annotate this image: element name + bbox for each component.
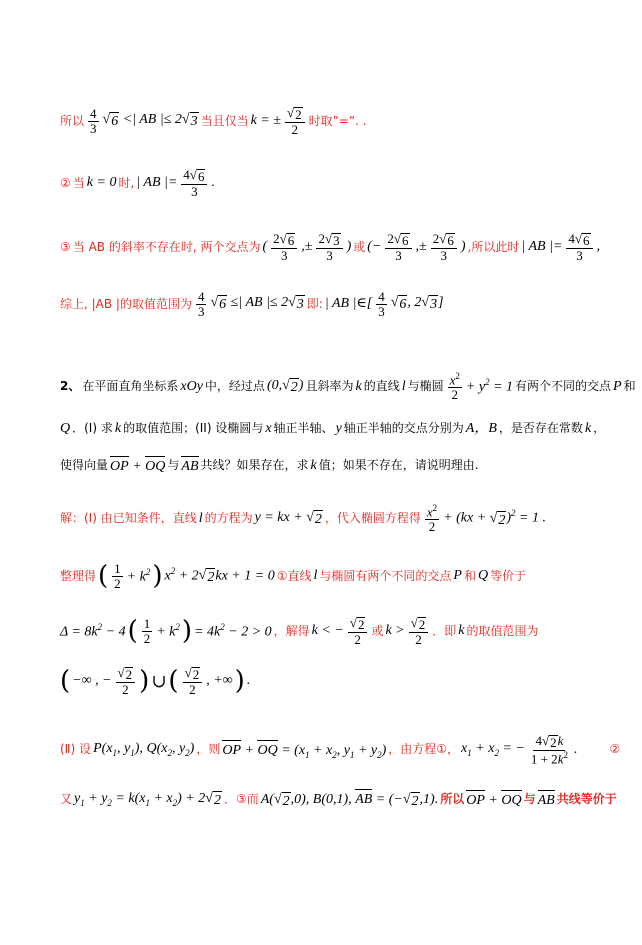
circle-number: ②	[609, 742, 621, 757]
solution-part-2-setup: (Ⅱ) 设 $P(x_1$, $y_1$), $Q(x_2$, $y_2$) ，则 OP + OQ = ($x_1 + x_2$, $y_1 + y_2$) ，由方程①， $x_1 + x_2$ = − 4 √ 2 k $1 + 2k^2$ . ②	[60, 733, 621, 766]
text: 综上, |AB |的取值范围为	[60, 296, 192, 311]
fraction: 2 √ 6 3	[271, 232, 297, 262]
text: 和	[623, 379, 636, 394]
text: 与	[523, 791, 536, 806]
formula: k = 0	[86, 175, 117, 191]
solution-k-range: ( −∞ , − √ 2 2 ) ∪ ( √ 2 2 , +∞ ) .	[60, 665, 251, 697]
text: 的取值范围；(II) 设椭圆与	[123, 421, 264, 436]
text: ①直线	[276, 568, 312, 583]
problem-2-questions: Q ．(I) 求 k 的取值范围；(II) 设椭圆与 x 轴正半轴、 y 轴正半轴的交点分别为 A，B ，是否存在常数 k ，	[60, 421, 606, 436]
text: 中，经过点	[204, 379, 265, 394]
fraction: $\frac{1}{2}$	[114, 561, 121, 591]
problem-number: 2、	[60, 379, 81, 394]
text: 轴正半轴、	[273, 421, 334, 436]
text: ，	[593, 421, 606, 436]
fraction: √ 2 2	[183, 666, 203, 696]
text: 有两个不同的交点	[515, 379, 612, 394]
text: 的直线	[363, 379, 400, 394]
fraction: $\frac{4}{3}$	[90, 106, 97, 136]
text: 或	[371, 623, 384, 638]
fraction: √ 2 2	[116, 666, 136, 696]
solution-collinear: 又 $y_1 + y_2 = k(x_1 + x_2) + 2$ √ 2 ．③而 A( √ 2 ,0), B(0,1), AB = (− √ 2 ,1). 所以 OP + OQ 与 AB 共线等价于	[60, 788, 602, 811]
line-case-no-slope: ③ 当 AB 的斜率不存在时, 两个交点为 ( 2 √ 6 3 ,± 2 √ 3 3 ) 或 (− 2 √ 6 3 ,± 2 √ 6 3 ) ,所以此时 | AB |= 4 √ 6 3 ,	[60, 231, 601, 263]
text: 即:	[306, 296, 323, 311]
text: 与	[167, 457, 180, 472]
fraction: 4 √ 2 k $1 + 2k^2$	[530, 733, 568, 766]
solution-discriminant: $\Delta = 8k^2 - 4$ ( $\frac{1}{2}$ + $k^2$ ) = $4k^2 - 2 > 0$ ，解得 k < − √ 2 2 或 k > √ 2 2 ．即 k 的取值范围为	[60, 615, 539, 647]
text: 与椭圆有两个不同的交点	[319, 568, 452, 583]
line-case-k-zero: ② 当 k = 0 时, | AB |= 4 √ 6 3 .	[60, 167, 215, 199]
fraction: 4 √ 6 3	[181, 168, 207, 198]
problem-2-vectors: 使得向量 OP + OQ 与 AB 共线？如果存在，求 k 值；如果不存在，请说明理由.	[60, 455, 602, 476]
text: 轴正半轴的交点分别为	[343, 421, 464, 436]
text: 和	[463, 568, 476, 583]
formula: | AB |=	[136, 175, 178, 191]
text: ，是否存在常数	[498, 421, 583, 436]
text: ，解得	[273, 623, 310, 638]
text: 使得向量	[60, 457, 109, 472]
text: 所以	[60, 113, 85, 128]
text: ．即	[432, 623, 457, 638]
problem-2-statement: 2、 在平面直角坐标系 xOy 中，经过点 (0, √ 2 ) 且斜率为 k 的直线 l 与椭圆 $\frac{x^2}{2}$ + $y^2 = 1$ 有两个不同的交点 P 和	[60, 371, 636, 402]
fraction: 2 √ 3 3	[316, 232, 342, 262]
text: 的方程为	[204, 511, 253, 526]
text: 共线？如果存在，求	[200, 457, 309, 472]
text: 时,	[118, 175, 135, 190]
text: 当	[72, 175, 85, 190]
fraction: $\frac{x^2}{2}$	[449, 371, 460, 402]
fraction: √ 2 2	[348, 616, 368, 646]
text: ．③而	[223, 791, 259, 806]
formula: √ 6 <| AB |≤ 2 √ 3	[102, 112, 198, 130]
text: 在平面直角坐标系	[82, 379, 179, 394]
line-range-result	[60, 106, 602, 136]
text: 与椭圆	[407, 379, 444, 394]
fraction: 4 √ 6 3	[566, 232, 592, 262]
solution-part-1-line-equation: 解：(Ⅰ) 由已知条件，直线 l 的方程为 y = kx + √ 2 ，代入椭圆方程得 $\frac{x^2}{2}$ + (kx + √ 2 )$^2$ = 1 .	[60, 503, 546, 534]
text: 等价于	[490, 568, 527, 583]
fraction: 2 √ 6 3	[385, 232, 411, 262]
text: 当且仅当	[200, 113, 249, 128]
text: ,所以此时	[467, 239, 520, 254]
text: 又	[60, 791, 73, 806]
text: 所以	[440, 791, 465, 806]
text: 且斜率为	[305, 379, 354, 394]
fraction: $\frac{4}{3}$	[378, 289, 385, 319]
text: ，则	[196, 742, 221, 757]
solution-quadratic: 整理得 ( $\frac{1}{2}$ + $k^2$ ) $x^2 + 2$ √ 2 kx + 1 = 0 ①直线 l 与椭圆有两个不同的交点 P 和 Q 等价于	[60, 561, 527, 592]
text: 整理得	[60, 568, 97, 583]
circle-number: ③	[60, 239, 71, 254]
text: 解：(Ⅰ) 由已知条件，直线	[60, 511, 197, 526]
text: 时取”=”. .	[308, 113, 367, 128]
fraction: √ 2 2	[285, 106, 305, 136]
text: 值；如果不存在，请说明理由.	[318, 457, 479, 472]
text: (Ⅱ) 设	[60, 742, 92, 757]
text: ，代入椭圆方程得	[324, 511, 421, 526]
fraction: √ 2 2	[409, 616, 429, 646]
circle-number: ②	[60, 175, 71, 190]
text: 的取值范围为	[466, 623, 539, 638]
fraction: $\frac{4}{3}$	[197, 289, 205, 319]
formula: k = ±	[250, 113, 281, 129]
text: ．(I) 求	[72, 421, 113, 436]
fraction: $\frac{x^2}{2}$	[426, 503, 438, 534]
text: 共线等价于	[556, 791, 617, 806]
text: 当 AB 的斜率不存在时, 两个交点为	[72, 239, 261, 254]
text: 或	[353, 239, 366, 254]
fraction: 2 √ 6 3	[431, 232, 457, 262]
line-summary: 综上, |AB |的取值范围为 $\frac{4}{3}$ √ 6 ≤| AB |≤ 2 √ 3 即: | AB |∈[ $\frac{4}{3}$ √ 6 , 2 √ 3 ]	[60, 289, 444, 319]
text: ，由方程①，	[388, 742, 460, 757]
fraction: $\frac{1}{2}$	[143, 616, 151, 646]
